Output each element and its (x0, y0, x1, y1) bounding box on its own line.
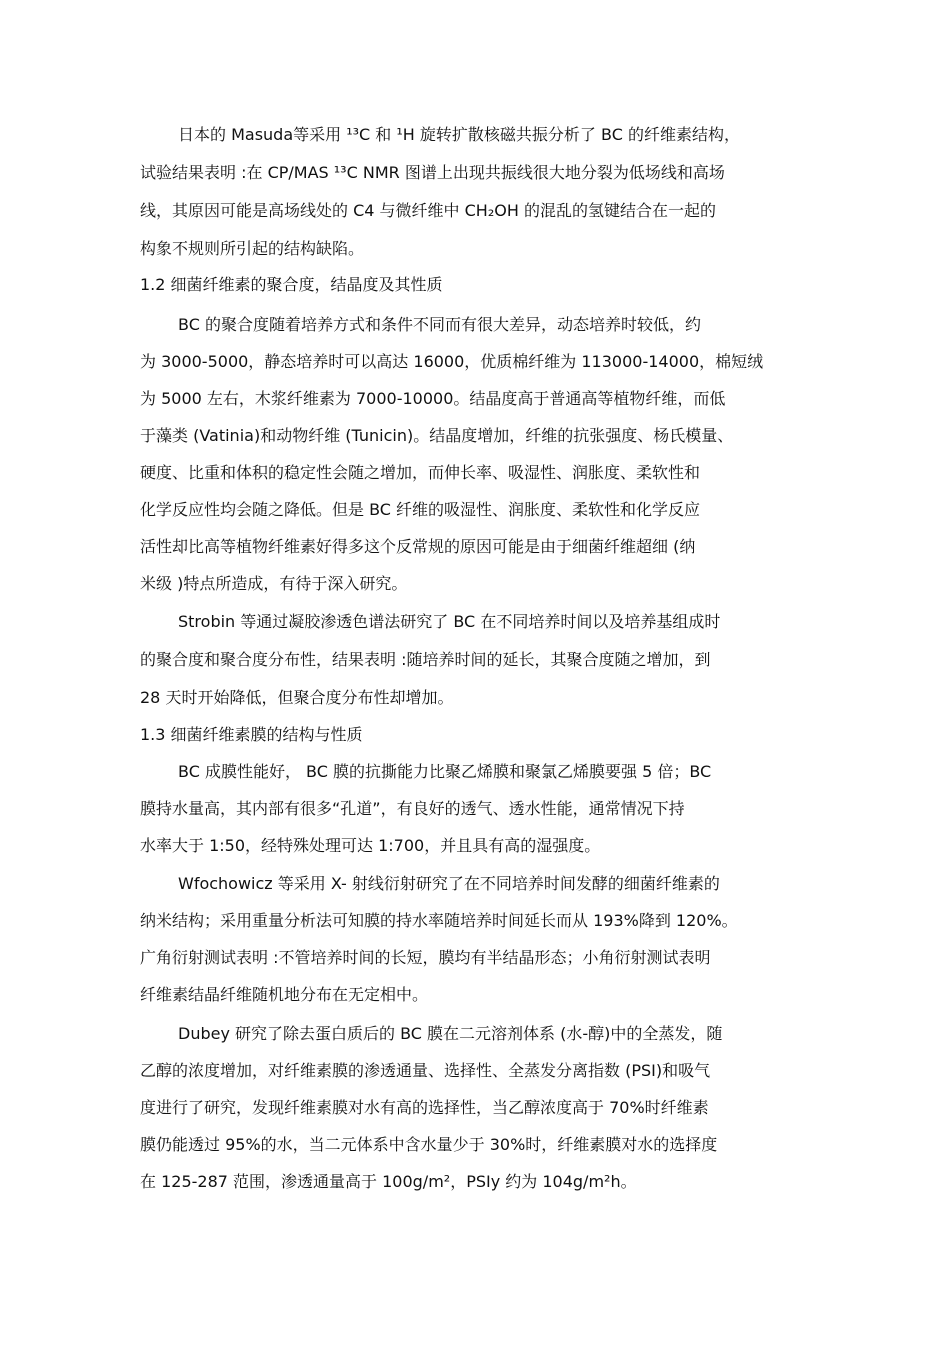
paragraph-line: 为 3000-5000，静态培养时可以高达 16000，优质棉纤维为 113000-14000，棉短绒 (140, 352, 764, 371)
paragraph-line: 膜持水量高，其内部有很多“孔道”，有良好的透气、透水性能，通常情况下持 (140, 799, 685, 818)
paragraph-line: 线，其原因可能是高场线处的 C4 与微纤维中 CH₂OH 的混乱的氢键结合在一起的 (140, 201, 716, 220)
paragraph-line: 活性却比高等植物纤维素好得多这个反常规的原因可能是由于细菌纤维超细 (纳 (140, 537, 696, 556)
section-heading: 1.3 细菌纤维素膜的结构与性质 (140, 725, 363, 744)
paragraph-line: BC 成膜性能好， BC 膜的抗撕能力比聚乙烯膜和聚氯乙烯膜要强 5 倍；BC (178, 762, 712, 781)
paragraph-line: 度进行了研究，发现纤维素膜对水有高的选择性，当乙醇浓度高于 70%时纤维素 (140, 1098, 709, 1117)
paragraph-line: BC 的聚合度随着培养方式和条件不同而有很大差异，动态培养时较低，约 (178, 315, 701, 334)
paragraph-line: 在 125-287 范围，渗透通量高于 100g/m²，PSIy 约为 104g/m²h。 (140, 1172, 637, 1191)
paragraph-line: 纳米结构；采用重量分析法可知膜的持水率随培养时间延长而从 193%降到 120%。 (140, 911, 738, 930)
paragraph-line: 米级 )特点所造成，有待于深入研究。 (140, 574, 408, 593)
paragraph-line: 构象不规则所引起的结构缺陷。 (140, 239, 365, 258)
paragraph-line: 28 天时开始降低，但聚合度分布性却增加。 (140, 688, 454, 707)
paragraph-line: 乙醇的浓度增加，对纤维素膜的渗透通量、选择性、全蒸发分离指数 (PSI)和吸气 (140, 1061, 711, 1080)
paragraph-line: Wfochowicz 等采用 X- 射线衍射研究了在不同培养时间发酵的细菌纤维素的 (178, 874, 720, 893)
paragraph-line: 膜仍能透过 95%的水，当二元体系中含水量少于 30%时，纤维素膜对水的选择度 (140, 1135, 718, 1154)
paragraph-line: 日本的 Masuda等采用 ¹³C 和 ¹H 旋转扩散核磁共振分析了 BC 的纤维素结构， (178, 125, 740, 144)
section-heading: 1.2 细菌纤维素的聚合度，结晶度及其性质 (140, 275, 443, 294)
paragraph-line: 于藻类 (Vatinia)和动物纤维 (Tunicin)。结晶度增加，纤维的抗张强度、杨氏模量、 (140, 426, 734, 445)
paragraph-line: 广角衍射测试表明 :不管培养时间的长短，膜均有半结晶形态；小角衍射测试表明 (140, 948, 711, 967)
paragraph-line: 硬度、比重和体积的稳定性会随之增加，而伸长率、吸湿性、润胀度、柔软性和 (140, 463, 701, 482)
paragraph-line: 纤维素结晶纤维随机地分布在无定相中。 (140, 985, 429, 1004)
paragraph-line: Dubey 研究了除去蛋白质后的 BC 膜在二元溶剂体系 (水-醇)中的全蒸发，随 (178, 1024, 723, 1043)
paragraph-line: 为 5000 左右，木浆纤维素为 7000-10000。结晶度高于普通高等植物纤维，而低 (140, 389, 726, 408)
paragraph-line: 化学反应性均会随之降低。但是 BC 纤维的吸湿性、润胀度、柔软性和化学反应 (140, 500, 701, 519)
paragraph-line: Strobin 等通过凝胶渗透色谱法研究了 BC 在不同培养时间以及培养基组成时 (178, 612, 721, 631)
paragraph-line: 的聚合度和聚合度分布性，结果表明 :随培养时间的延长，其聚合度随之增加，到 (140, 650, 711, 669)
paragraph-line: 水率大于 1:50，经特殊处理可达 1:700，并且具有高的湿强度。 (140, 836, 601, 855)
paragraph-line: 试验结果表明 :在 CP/MAS ¹³C NMR 图谱上出现共振线很大地分裂为低场线和高场 (140, 163, 725, 182)
